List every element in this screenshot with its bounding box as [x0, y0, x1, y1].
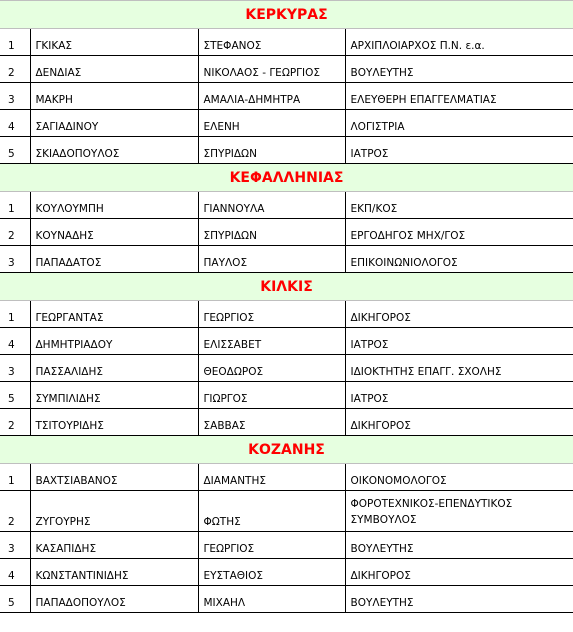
candidate-number: 3 — [0, 532, 30, 559]
candidate-firstname: ΣΤΕΦΑΝΟΣ — [198, 29, 345, 56]
candidate-firstname: ΘΕΟΔΩΡΟΣ — [198, 355, 345, 382]
candidate-firstname: ΜΙΧΑΗΛ — [198, 586, 345, 613]
table-row — [0, 192, 573, 219]
candidate-profession: ΔΙΚΗΓΟΡΟΣ — [345, 559, 573, 586]
candidate-table-body — [0, 1, 573, 613]
table-row — [0, 382, 573, 409]
candidate-surname: ΔΗΜΗΤΡΙΑΔΟΥ — [30, 328, 198, 355]
candidate-surname: ΤΣΙΤΟΥΡΙΔΗΣ — [30, 409, 198, 436]
table-row — [0, 328, 573, 355]
section-header — [0, 273, 573, 301]
section-header — [0, 436, 573, 464]
candidate-firstname: ΠΑΥΛΟΣ — [198, 246, 345, 273]
table-row — [0, 409, 573, 436]
candidate-number: 1 — [0, 464, 30, 491]
candidate-firstname: ΣΠΥΡΙΔΩΝ — [198, 137, 345, 164]
candidate-profession: ΕΚΠ/ΚΟΣ — [345, 192, 573, 219]
candidate-profession: ΕΡΓΟΔΗΓΟΣ ΜΗΧ/ΓΟΣ — [345, 219, 573, 246]
candidate-profession: ΟΙΚΟΝΟΜΟΛΟΓΟΣ — [345, 464, 573, 491]
candidate-profession: ΔΙΚΗΓΟΡΟΣ — [345, 301, 573, 328]
candidate-firstname: ΣΑΒΒΑΣ — [198, 409, 345, 436]
candidate-surname: ΠΑΠΑΔΑΤΟΣ — [30, 246, 198, 273]
candidate-profession: ΕΛΕΥΘΕΡΗ ΕΠΑΓΓΕΛΜΑΤΙΑΣ — [345, 83, 573, 110]
candidate-number: 2 — [0, 491, 30, 532]
candidate-number: 3 — [0, 355, 30, 382]
candidate-firstname: ΔΙΑΜΑΝΤΗΣ — [198, 464, 345, 491]
candidate-number: 4 — [0, 110, 30, 137]
candidate-firstname: ΝΙΚΟΛΑΟΣ - ΓΕΩΡΓΙΟΣ — [198, 56, 345, 83]
section-header — [0, 1, 573, 29]
candidate-profession: ΙΔΙΟΚΤΗΤΗΣ ΕΠΑΓΓ. ΣΧΟΛΗΣ — [345, 355, 573, 382]
candidate-surname: ΚΟΥΛΟΥΜΠΗ — [30, 192, 198, 219]
candidate-surname: ΚΑΣΑΠΙΔΗΣ — [30, 532, 198, 559]
section-title: ΚΕΦΑΛΛΗΝΙΑΣ — [0, 164, 573, 192]
candidate-surname: ΣΥΜΠΙΛΙΔΗΣ — [30, 382, 198, 409]
section-header — [0, 164, 573, 192]
candidate-profession: ΒΟΥΛΕΥΤΗΣ — [345, 56, 573, 83]
candidate-profession: ΛΟΓΙΣΤΡΙΑ — [345, 110, 573, 137]
table-row — [0, 137, 573, 164]
candidate-number: 5 — [0, 137, 30, 164]
table-row — [0, 464, 573, 491]
table-row — [0, 491, 573, 532]
candidate-surname: ΒΑΧΤΣΙΑΒΑΝΟΣ — [30, 464, 198, 491]
candidate-profession: ΔΙΚΗΓΟΡΟΣ — [345, 409, 573, 436]
candidate-surname: ΜΑΚΡΗ — [30, 83, 198, 110]
candidate-surname: ΣΚΙΑΔΟΠΟΥΛΟΣ — [30, 137, 198, 164]
candidate-number: 3 — [0, 83, 30, 110]
candidate-surname: ΚΩΝΣΤΑΝΤΙΝΙΔΗΣ — [30, 559, 198, 586]
candidate-number: 1 — [0, 301, 30, 328]
section-title: ΚΙΛΚΙΣ — [0, 273, 573, 301]
table-row — [0, 83, 573, 110]
candidate-firstname: ΓΙΩΡΓΟΣ — [198, 382, 345, 409]
candidate-firstname: ΦΩΤΗΣ — [198, 491, 345, 532]
candidate-surname: ΚΟΥΝΑΔΗΣ — [30, 219, 198, 246]
table-row — [0, 29, 573, 56]
candidate-surname: ΠΑΠΑΔΟΠΟΥΛΟΣ — [30, 586, 198, 613]
candidate-profession: ΙΑΤΡΟΣ — [345, 328, 573, 355]
candidate-profession: ΑΡΧΙΠΛΟΙΑΡΧΟΣ Π.Ν. ε.α. — [345, 29, 573, 56]
candidate-number: 2 — [0, 409, 30, 436]
candidate-number: 4 — [0, 328, 30, 355]
candidate-firstname: ΑΜΑΛΙΑ-ΔΗΜΗΤΡΑ — [198, 83, 345, 110]
candidate-surname: ΓΚΙΚΑΣ — [30, 29, 198, 56]
candidate-surname: ΣΑΓΙΑΔΙΝΟΥ — [30, 110, 198, 137]
section-title: ΚΕΡΚΥΡΑΣ — [0, 1, 573, 29]
candidate-firstname: ΓΙΑΝΝΟΥΛΑ — [198, 192, 345, 219]
table-row — [0, 219, 573, 246]
candidate-number: 3 — [0, 246, 30, 273]
candidate-number: 2 — [0, 56, 30, 83]
candidate-number: 1 — [0, 29, 30, 56]
candidate-profession: ΒΟΥΛΕΥΤΗΣ — [345, 586, 573, 613]
table-row — [0, 110, 573, 137]
table-row — [0, 586, 573, 613]
section-title: ΚΟΖΑΝΗΣ — [0, 436, 573, 464]
candidate-profession: ΙΑΤΡΟΣ — [345, 382, 573, 409]
candidate-number: 4 — [0, 559, 30, 586]
candidate-firstname: ΓΕΩΡΓΙΟΣ — [198, 301, 345, 328]
candidate-number: 5 — [0, 586, 30, 613]
candidate-surname: ΠΑΣΣΑΛΙΔΗΣ — [30, 355, 198, 382]
table-row — [0, 301, 573, 328]
candidate-profession: ΒΟΥΛΕΥΤΗΣ — [345, 532, 573, 559]
candidate-surname: ΓΕΩΡΓΑΝΤΑΣ — [30, 301, 198, 328]
table-row — [0, 246, 573, 273]
candidate-profession: ΙΑΤΡΟΣ — [345, 137, 573, 164]
candidate-profession: ΦΟΡΟΤΕΧΝΙΚΟΣ-ΕΠΕΝΔΥΤΙΚΟΣ ΣΥΜΒΟΥΛΟΣ — [345, 491, 573, 532]
candidate-firstname: ΓΕΩΡΓΙΟΣ — [198, 532, 345, 559]
candidate-firstname: ΣΠΥΡΙΔΩΝ — [198, 219, 345, 246]
candidate-number: 5 — [0, 382, 30, 409]
candidate-surname: ΖΥΓΟΥΡΗΣ — [30, 491, 198, 532]
table-row — [0, 56, 573, 83]
candidate-profession: ΕΠΙΚΟΙΝΩΝΙΟΛΟΓΟΣ — [345, 246, 573, 273]
candidate-firstname: ΕΛΕΝΗ — [198, 110, 345, 137]
table-row — [0, 355, 573, 382]
table-row — [0, 559, 573, 586]
candidate-surname: ΔΕΝΔΙΑΣ — [30, 56, 198, 83]
table-row — [0, 532, 573, 559]
candidate-number: 2 — [0, 219, 30, 246]
candidate-number: 1 — [0, 192, 30, 219]
candidate-firstname: ΕΛΙΣΣΑΒΕΤ — [198, 328, 345, 355]
candidate-firstname: ΕΥΣΤΑΘΙΟΣ — [198, 559, 345, 586]
